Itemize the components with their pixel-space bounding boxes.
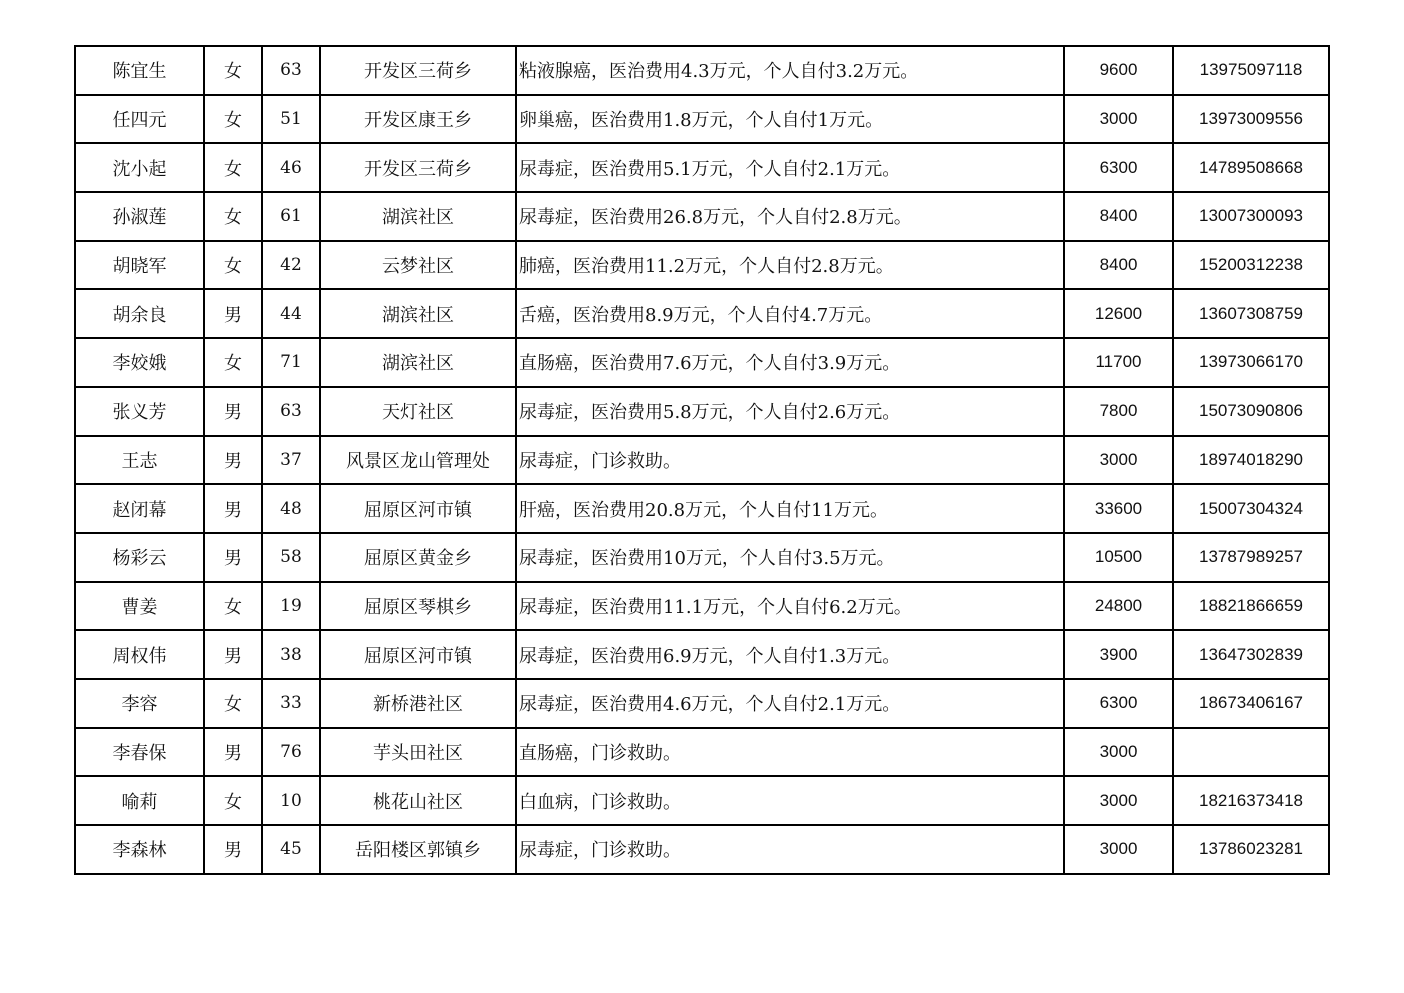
- age-cell: 19: [262, 582, 320, 631]
- aid-amount-cell: 24800: [1064, 582, 1173, 631]
- area-cell: 开发区康王乡: [320, 95, 516, 144]
- area-cell: 湖滨社区: [320, 192, 516, 241]
- name-cell: 李春保: [75, 728, 204, 777]
- area-cell: 岳阳楼区郭镇乡: [320, 825, 516, 874]
- gender-cell: 男: [204, 484, 262, 533]
- area-cell: 开发区三荷乡: [320, 143, 516, 192]
- table-row: [75, 679, 1329, 728]
- phone-cell: 14789508668: [1173, 143, 1329, 192]
- age-cell: 37: [262, 436, 320, 485]
- phone-cell: 15073090806: [1173, 387, 1329, 436]
- age-cell: 33: [262, 679, 320, 728]
- gender-cell: 女: [204, 241, 262, 290]
- phone-cell: 15007304324: [1173, 484, 1329, 533]
- age-cell: 51: [262, 95, 320, 144]
- phone-cell: 15200312238: [1173, 241, 1329, 290]
- illness-description-cell: 肺癌，医治费用11.2万元，个人自付2.8万元。: [516, 241, 1064, 290]
- illness-description-cell: 粘液腺癌，医治费用4.3万元，个人自付3.2万元。: [516, 46, 1064, 95]
- illness-description-cell: 直肠癌，医治费用7.6万元，个人自付3.9万元。: [516, 338, 1064, 387]
- area-cell: 风景区龙山管理处: [320, 436, 516, 485]
- gender-cell: 女: [204, 776, 262, 825]
- area-cell: 天灯社区: [320, 387, 516, 436]
- area-cell: 屈原区河市镇: [320, 630, 516, 679]
- gender-cell: 男: [204, 630, 262, 679]
- aid-amount-cell: 6300: [1064, 143, 1173, 192]
- aid-amount-cell: 7800: [1064, 387, 1173, 436]
- area-cell: 云梦社区: [320, 241, 516, 290]
- aid-amount-cell: 3000: [1064, 776, 1173, 825]
- aid-amount-cell: 3000: [1064, 95, 1173, 144]
- name-cell: 沈小起: [75, 143, 204, 192]
- gender-cell: 女: [204, 46, 262, 95]
- phone-cell: 13787989257: [1173, 533, 1329, 582]
- name-cell: 周权伟: [75, 630, 204, 679]
- area-cell: 湖滨社区: [320, 289, 516, 338]
- area-cell: 桃花山社区: [320, 776, 516, 825]
- age-cell: 10: [262, 776, 320, 825]
- gender-cell: 女: [204, 679, 262, 728]
- age-cell: 58: [262, 533, 320, 582]
- area-cell: 屈原区河市镇: [320, 484, 516, 533]
- gender-cell: 女: [204, 95, 262, 144]
- name-cell: 喻莉: [75, 776, 204, 825]
- table-row: [75, 728, 1329, 777]
- illness-description-cell: 尿毒症，医治费用5.1万元，个人自付2.1万元。: [516, 143, 1064, 192]
- area-cell: 芋头田社区: [320, 728, 516, 777]
- aid-amount-cell: 3000: [1064, 825, 1173, 874]
- phone-cell: 13007300093: [1173, 192, 1329, 241]
- table-body: [75, 46, 1329, 874]
- gender-cell: 女: [204, 192, 262, 241]
- name-cell: 曹姜: [75, 582, 204, 631]
- name-cell: 赵闭幕: [75, 484, 204, 533]
- name-cell: 杨彩云: [75, 533, 204, 582]
- age-cell: 63: [262, 387, 320, 436]
- age-cell: 38: [262, 630, 320, 679]
- assistance-table-sheet: [74, 45, 1328, 875]
- name-cell: 张义芳: [75, 387, 204, 436]
- age-cell: 61: [262, 192, 320, 241]
- gender-cell: 男: [204, 387, 262, 436]
- phone-cell: 13973066170: [1173, 338, 1329, 387]
- table-row: [75, 436, 1329, 485]
- illness-description-cell: 尿毒症，医治费用10万元，个人自付3.5万元。: [516, 533, 1064, 582]
- name-cell: 李容: [75, 679, 204, 728]
- area-cell: 屈原区黄金乡: [320, 533, 516, 582]
- aid-amount-cell: 3000: [1064, 436, 1173, 485]
- table-row: [75, 484, 1329, 533]
- age-cell: 44: [262, 289, 320, 338]
- table-row: [75, 192, 1329, 241]
- table-row: [75, 46, 1329, 95]
- phone-cell: 18821866659: [1173, 582, 1329, 631]
- area-cell: 新桥港社区: [320, 679, 516, 728]
- illness-description-cell: 舌癌，医治费用8.9万元，个人自付4.7万元。: [516, 289, 1064, 338]
- phone-cell: 18673406167: [1173, 679, 1329, 728]
- table-row: [75, 387, 1329, 436]
- illness-description-cell: 尿毒症，医治费用4.6万元，个人自付2.1万元。: [516, 679, 1064, 728]
- phone-cell: 13607308759: [1173, 289, 1329, 338]
- name-cell: 任四元: [75, 95, 204, 144]
- illness-description-cell: 尿毒症，门诊救助。: [516, 825, 1064, 874]
- gender-cell: 男: [204, 436, 262, 485]
- age-cell: 42: [262, 241, 320, 290]
- aid-amount-cell: 8400: [1064, 241, 1173, 290]
- phone-cell: 13647302839: [1173, 630, 1329, 679]
- illness-description-cell: 尿毒症，医治费用6.9万元，个人自付1.3万元。: [516, 630, 1064, 679]
- age-cell: 46: [262, 143, 320, 192]
- aid-amount-cell: 10500: [1064, 533, 1173, 582]
- phone-cell: 13975097118: [1173, 46, 1329, 95]
- illness-description-cell: 直肠癌，门诊救助。: [516, 728, 1064, 777]
- table-row: [75, 95, 1329, 144]
- gender-cell: 男: [204, 825, 262, 874]
- name-cell: 胡晓军: [75, 241, 204, 290]
- gender-cell: 女: [204, 582, 262, 631]
- phone-cell: 18974018290: [1173, 436, 1329, 485]
- assistance-table: [74, 45, 1330, 875]
- phone-cell: 13973009556: [1173, 95, 1329, 144]
- table-row: [75, 241, 1329, 290]
- table-row: [75, 338, 1329, 387]
- table-row: [75, 630, 1329, 679]
- aid-amount-cell: 3000: [1064, 728, 1173, 777]
- name-cell: 陈宜生: [75, 46, 204, 95]
- table-row: [75, 776, 1329, 825]
- illness-description-cell: 卵巢癌，医治费用1.8万元，个人自付1万元。: [516, 95, 1064, 144]
- illness-description-cell: 尿毒症，医治费用26.8万元，个人自付2.8万元。: [516, 192, 1064, 241]
- aid-amount-cell: 9600: [1064, 46, 1173, 95]
- phone-cell: 18216373418: [1173, 776, 1329, 825]
- gender-cell: 女: [204, 338, 262, 387]
- name-cell: 胡余良: [75, 289, 204, 338]
- illness-description-cell: 尿毒症，医治费用5.8万元，个人自付2.6万元。: [516, 387, 1064, 436]
- phone-cell: [1173, 728, 1329, 777]
- table-row: [75, 825, 1329, 874]
- aid-amount-cell: 12600: [1064, 289, 1173, 338]
- age-cell: 63: [262, 46, 320, 95]
- area-cell: 湖滨社区: [320, 338, 516, 387]
- age-cell: 76: [262, 728, 320, 777]
- area-cell: 开发区三荷乡: [320, 46, 516, 95]
- gender-cell: 男: [204, 289, 262, 338]
- name-cell: 李森林: [75, 825, 204, 874]
- illness-description-cell: 尿毒症，医治费用11.1万元，个人自付6.2万元。: [516, 582, 1064, 631]
- age-cell: 71: [262, 338, 320, 387]
- aid-amount-cell: 11700: [1064, 338, 1173, 387]
- illness-description-cell: 白血病，门诊救助。: [516, 776, 1064, 825]
- aid-amount-cell: 3900: [1064, 630, 1173, 679]
- name-cell: 王志: [75, 436, 204, 485]
- age-cell: 48: [262, 484, 320, 533]
- table-row: [75, 582, 1329, 631]
- aid-amount-cell: 33600: [1064, 484, 1173, 533]
- area-cell: 屈原区琴棋乡: [320, 582, 516, 631]
- table-row: [75, 143, 1329, 192]
- illness-description-cell: 尿毒症，门诊救助。: [516, 436, 1064, 485]
- aid-amount-cell: 6300: [1064, 679, 1173, 728]
- table-row: [75, 289, 1329, 338]
- name-cell: 孙淑莲: [75, 192, 204, 241]
- age-cell: 45: [262, 825, 320, 874]
- name-cell: 李姣娥: [75, 338, 204, 387]
- aid-amount-cell: 8400: [1064, 192, 1173, 241]
- phone-cell: 13786023281: [1173, 825, 1329, 874]
- table-row: [75, 533, 1329, 582]
- gender-cell: 男: [204, 728, 262, 777]
- gender-cell: 女: [204, 143, 262, 192]
- illness-description-cell: 肝癌，医治费用20.8万元，个人自付11万元。: [516, 484, 1064, 533]
- gender-cell: 男: [204, 533, 262, 582]
